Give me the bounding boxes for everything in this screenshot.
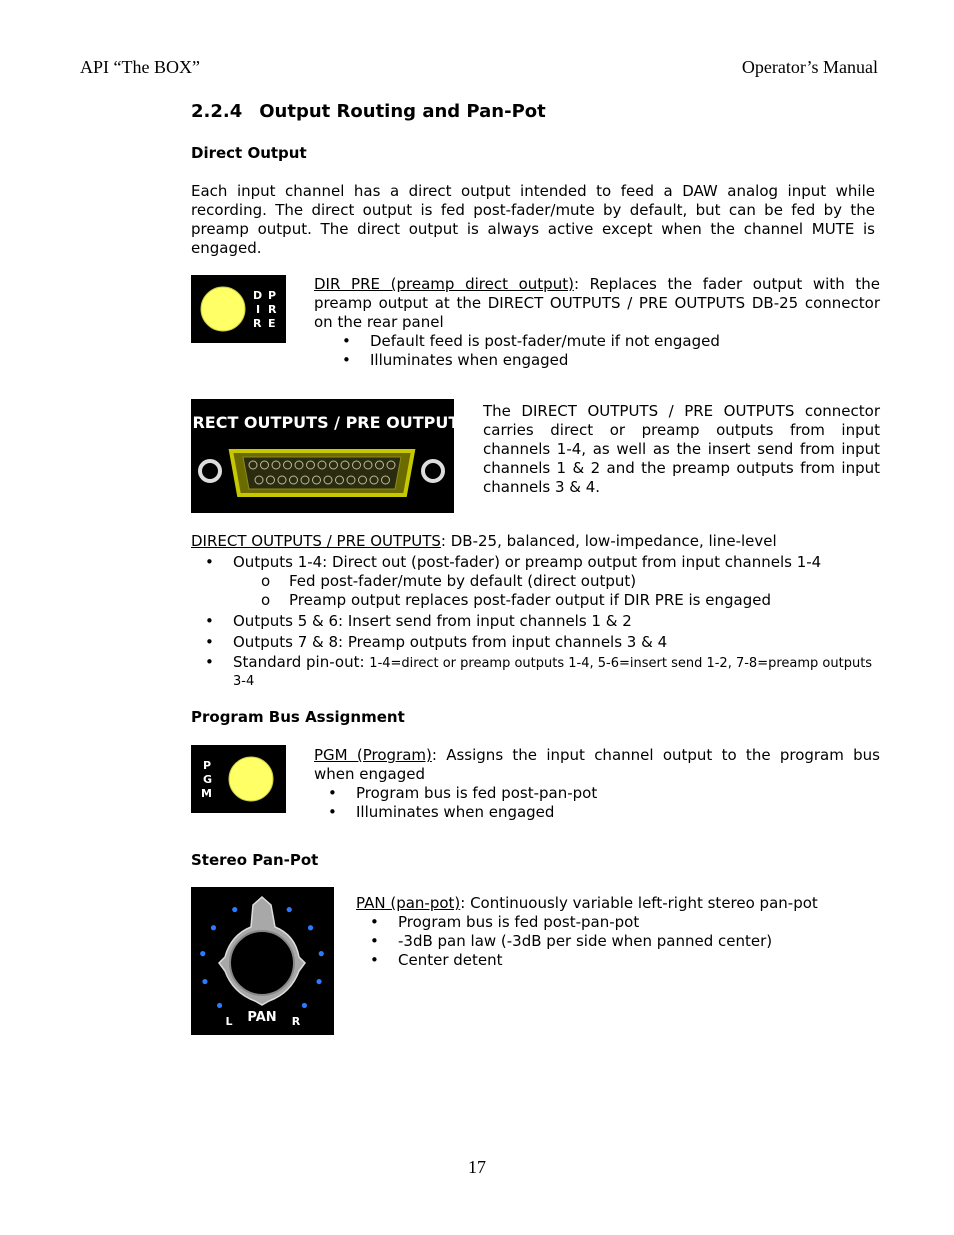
bullet-icon: • — [342, 332, 351, 350]
list-item: o Fed post-fader/mute by default (direct output) — [261, 572, 637, 590]
list-item: o Preamp output replaces post-fader output if DIR PRE is engaged — [261, 591, 771, 609]
list-item: • Standard pin-out: 1-4=direct or preamp outputs 1-4, 5-6=insert send 1-2, 7-8=preamp outputs 3-4 — [205, 653, 873, 689]
list-item: • Outputs 5 & 6: Insert send from input channels 1 & 2 — [205, 612, 632, 630]
pgm-letter: P — [203, 759, 212, 772]
list-item: • Program bus is fed post-pan-pot — [328, 784, 598, 802]
pgm-button-icon — [191, 745, 286, 813]
pan-led-dot — [287, 907, 292, 912]
pan-led-dot — [211, 925, 216, 930]
bullet-icon: • — [205, 653, 214, 671]
section-heading: Output Routing and Pan-Pot — [259, 101, 546, 122]
pan-desc: : Continuously variable left-right stereo pan-pot — [460, 894, 818, 912]
connector-label: DIRECT OUTPUTS / PRE OUTPUTS — [173, 413, 471, 432]
pgm-letter: G — [203, 773, 213, 786]
pgm-description — [314, 746, 880, 784]
dir-pre-letter: P — [268, 289, 277, 302]
list-item: • Illuminates when engaged — [328, 803, 555, 821]
pgm-term: PGM (Program) — [314, 746, 432, 764]
pan-description — [356, 894, 876, 913]
page-number: 17 — [468, 1157, 486, 1177]
header-doc-title: API “The BOX” — [80, 57, 200, 77]
pan-bullets — [370, 913, 878, 970]
list-item: • Program bus is fed post-pan-pot — [370, 913, 640, 931]
db25-connector-icon — [173, 399, 471, 513]
pan-label: PAN — [247, 1010, 277, 1025]
pgm-desc: : Assigns the input channel output to the program bus when engaged — [314, 746, 880, 783]
screw-right-icon — [423, 461, 443, 481]
spec-desc: : DB-25, balanced, low-impedance, line-level — [440, 532, 777, 550]
dir-pre-letter: D — [253, 289, 263, 302]
pan-led-dot — [232, 907, 237, 912]
dir-pre-letter: R — [253, 317, 262, 330]
pan-led-dot — [308, 925, 313, 930]
list-item: • Center detent — [370, 951, 503, 969]
direct-outputs-connector-image — [173, 399, 471, 513]
list-item: • -3dB pan law (-3dB per side when panned center) — [370, 932, 773, 950]
pan-led-dot — [200, 951, 205, 956]
pgm-bullets — [328, 784, 856, 822]
spec-term: DIRECT OUTPUTS / PRE OUTPUTS — [191, 532, 441, 550]
dir-pre-term: DIR PRE (preamp direct output) — [314, 275, 574, 293]
bullet-icon: • — [205, 612, 214, 630]
pgm-led — [229, 757, 273, 801]
dir-pre-button-image — [191, 275, 286, 343]
connector-spec — [191, 532, 881, 551]
sub-bullet-icon: o — [261, 591, 271, 609]
section-title — [191, 101, 546, 122]
program-bus-heading: Program Bus Assignment — [191, 708, 405, 726]
dir-pre-button-icon — [191, 275, 286, 343]
header-manual-title: Operator’s Manual — [741, 57, 878, 77]
knob-center — [230, 931, 294, 995]
dir-pre-led — [201, 287, 245, 331]
direct-output-heading: Direct Output — [191, 144, 307, 162]
pan-led-dot — [302, 1003, 307, 1008]
bullet-icon: • — [205, 633, 214, 651]
pan-right-label: R — [291, 1015, 301, 1028]
pan-led-dot — [217, 1003, 222, 1008]
pgm-button-image — [191, 745, 286, 813]
bullet-icon: • — [370, 951, 379, 969]
pan-led-dot — [319, 951, 324, 956]
pan-led-dot — [316, 979, 321, 984]
bullet-icon: • — [328, 803, 337, 821]
dir-pre-description — [314, 275, 880, 332]
list-item: • Outputs 7 & 8: Preamp outputs from input channels 3 & 4 — [205, 633, 668, 651]
spec-bullets — [205, 553, 883, 690]
pan-term: PAN (pan-pot) — [356, 894, 461, 912]
sub-bullet-icon: o — [261, 572, 271, 590]
pgm-letter: M — [201, 787, 212, 800]
list-item: • Default feed is post-fader/mute if not engaged — [342, 332, 720, 350]
section-number: 2.2.4 — [191, 101, 243, 122]
direct-output-intro: Each input channel has a direct output intended to feed a DAW analog input while recording. The direct output is fed post-fader/mute by default, but can be fed by the preamp output. The direct output is always active except when the channel MUTE is engaged. — [191, 182, 875, 257]
bullet-icon: • — [328, 784, 337, 802]
bullet-icon: • — [370, 932, 379, 950]
pan-knob-icon — [191, 887, 334, 1035]
connector-description: The DIRECT OUTPUTS / PRE OUTPUTS connector carries direct or preamp outputs from input channels 1-4, as well as the insert send from input channels 1 & 2 and the preamp outputs from input channels 3 & 4. — [483, 402, 880, 496]
screw-left-icon — [200, 461, 220, 481]
pan-knob-image — [191, 887, 334, 1035]
bullet-icon: • — [342, 351, 351, 369]
dir-pre-desc: : Replaces the fader output with the preamp output at the DIRECT OUTPUTS / PRE OUTPUTS DB-25 connector on the rear panel — [314, 275, 881, 331]
pan-led-dot — [202, 979, 207, 984]
list-item: • Outputs 1-4: Direct out (post-fader) or preamp output from input channels 1-4 — [205, 553, 822, 571]
dir-pre-letter: R — [268, 303, 277, 316]
dir-pre-letter: E — [268, 317, 276, 330]
pan-pot-heading: Stereo Pan-Pot — [191, 851, 319, 869]
dir-pre-bullets — [342, 332, 870, 370]
pan-left-label: L — [225, 1015, 233, 1028]
dir-pre-letter: I — [256, 303, 261, 316]
list-item: • Illuminates when engaged — [342, 351, 569, 369]
bullet-icon: • — [370, 913, 379, 931]
bullet-icon: • — [205, 553, 214, 571]
